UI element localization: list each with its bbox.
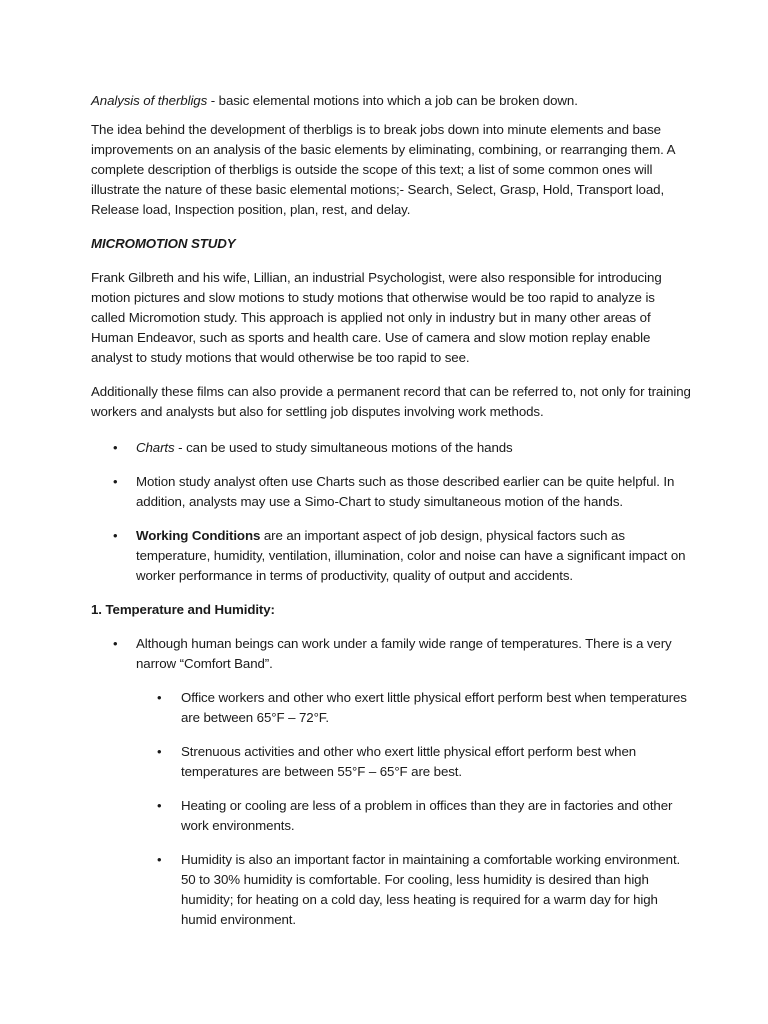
micromotion-heading: MICROMOTION STUDY [91, 236, 236, 251]
therbligs-heading: Analysis of therbligs [91, 93, 208, 108]
list-item-text: Although human beings can work under a family wide range of temperatures. There is a very narrow “Comfort Band”. [136, 636, 672, 671]
bullet-icon: • [157, 852, 162, 867]
micromotion-paragraph-2: Additionally these films can also provide a permanent record that can be referred to, not only for training workers and analysts but also for settling job disputes involving work methods. [91, 384, 691, 419]
bullet-icon: • [157, 744, 162, 759]
bullet-icon: • [157, 798, 162, 813]
list-item-text: Motion study analyst often use Charts such as those described earlier can be quite helpful. In addition, analysts may use a Simo-Chart to study simultaneous motion of the hands. [136, 474, 675, 509]
charts-label: Charts [136, 440, 175, 455]
document-page [91, 91, 691, 944]
sub-list-item-strenuous-activities [91, 742, 691, 782]
list-item-text: Heating or cooling are less of a problem in offices than they are in factories and other work environments. [181, 798, 673, 833]
therbligs-definition-text: - basic elemental motions into which a job can be broken down. [207, 93, 578, 108]
list-item-text: Strenuous activities and other who exert little physical effort perform best when temperatures are between 55°F – 65°F are best. [181, 744, 637, 779]
list-item-working-conditions [91, 526, 691, 586]
bullet-icon: • [113, 474, 118, 489]
sub-list-item-heating-cooling [91, 796, 691, 836]
therbligs-paragraph: The idea behind the development of therbligs is to break jobs down into minute elements and base improvements on an analysis of the basic elements by eliminating, combining, or rearranging them. A complete description of therbligs is outside the scope of this text; a list of some common ones will illustrate the nature of these basic elemental motions;- Search, Select, Grasp, Hold, Transport load, Release load, Inspection position, plan, rest, and delay. [91, 122, 675, 217]
list-item-text [136, 526, 691, 586]
micromotion-paragraph-1: Frank Gilbreth and his wife, Lillian, an industrial Psychologist, were also responsible for introducing motion pictures and slow motions to study motions that otherwise would be too rapid to analyze is called Micromotion study. This approach is applied not only in industry but in many other areas of Human Endeavor, such as sports and health care. Use of camera and slow motion replay enable analyst to study motions that would otherwise be too rapid to see. [91, 270, 662, 365]
list-item-comfort-band [91, 634, 691, 674]
list-item-text: Humidity is also an important factor in maintaining a comfortable working environment. 50 to 30% humidity is comfortable. For cooling, less humidity is desired than high humidity; for heating on a cold day, less heating is required for a warm day for high humid environment. [181, 852, 681, 927]
bullet-icon: • [157, 690, 162, 705]
therbligs-definition [91, 91, 691, 111]
temperature-heading: 1. Temperature and Humidity: [91, 602, 275, 617]
bullet-icon: • [113, 440, 118, 455]
sub-list-item-office-workers [91, 688, 691, 728]
sub-list-item-humidity [91, 850, 691, 930]
list-item-text: Office workers and other who exert little physical effort perform best when temperatures are between 65°F – 72°F. [181, 690, 687, 725]
working-conditions-label: Working Conditions [136, 528, 261, 543]
bullet-icon: • [113, 636, 118, 651]
bullet-icon: • [113, 528, 118, 543]
list-item-charts [91, 438, 691, 458]
charts-text: - can be used to study simultaneous motions of the hands [174, 440, 513, 455]
list-item-motion-study [91, 472, 691, 512]
list-item-text [136, 438, 691, 458]
working-conditions-text: are an important aspect of job design, physical factors such as temperature, humidity, ventilation, illumination, color and noise can have a significant impact on worker performance in terms of productivity, quality of output and accidents. [136, 528, 686, 583]
